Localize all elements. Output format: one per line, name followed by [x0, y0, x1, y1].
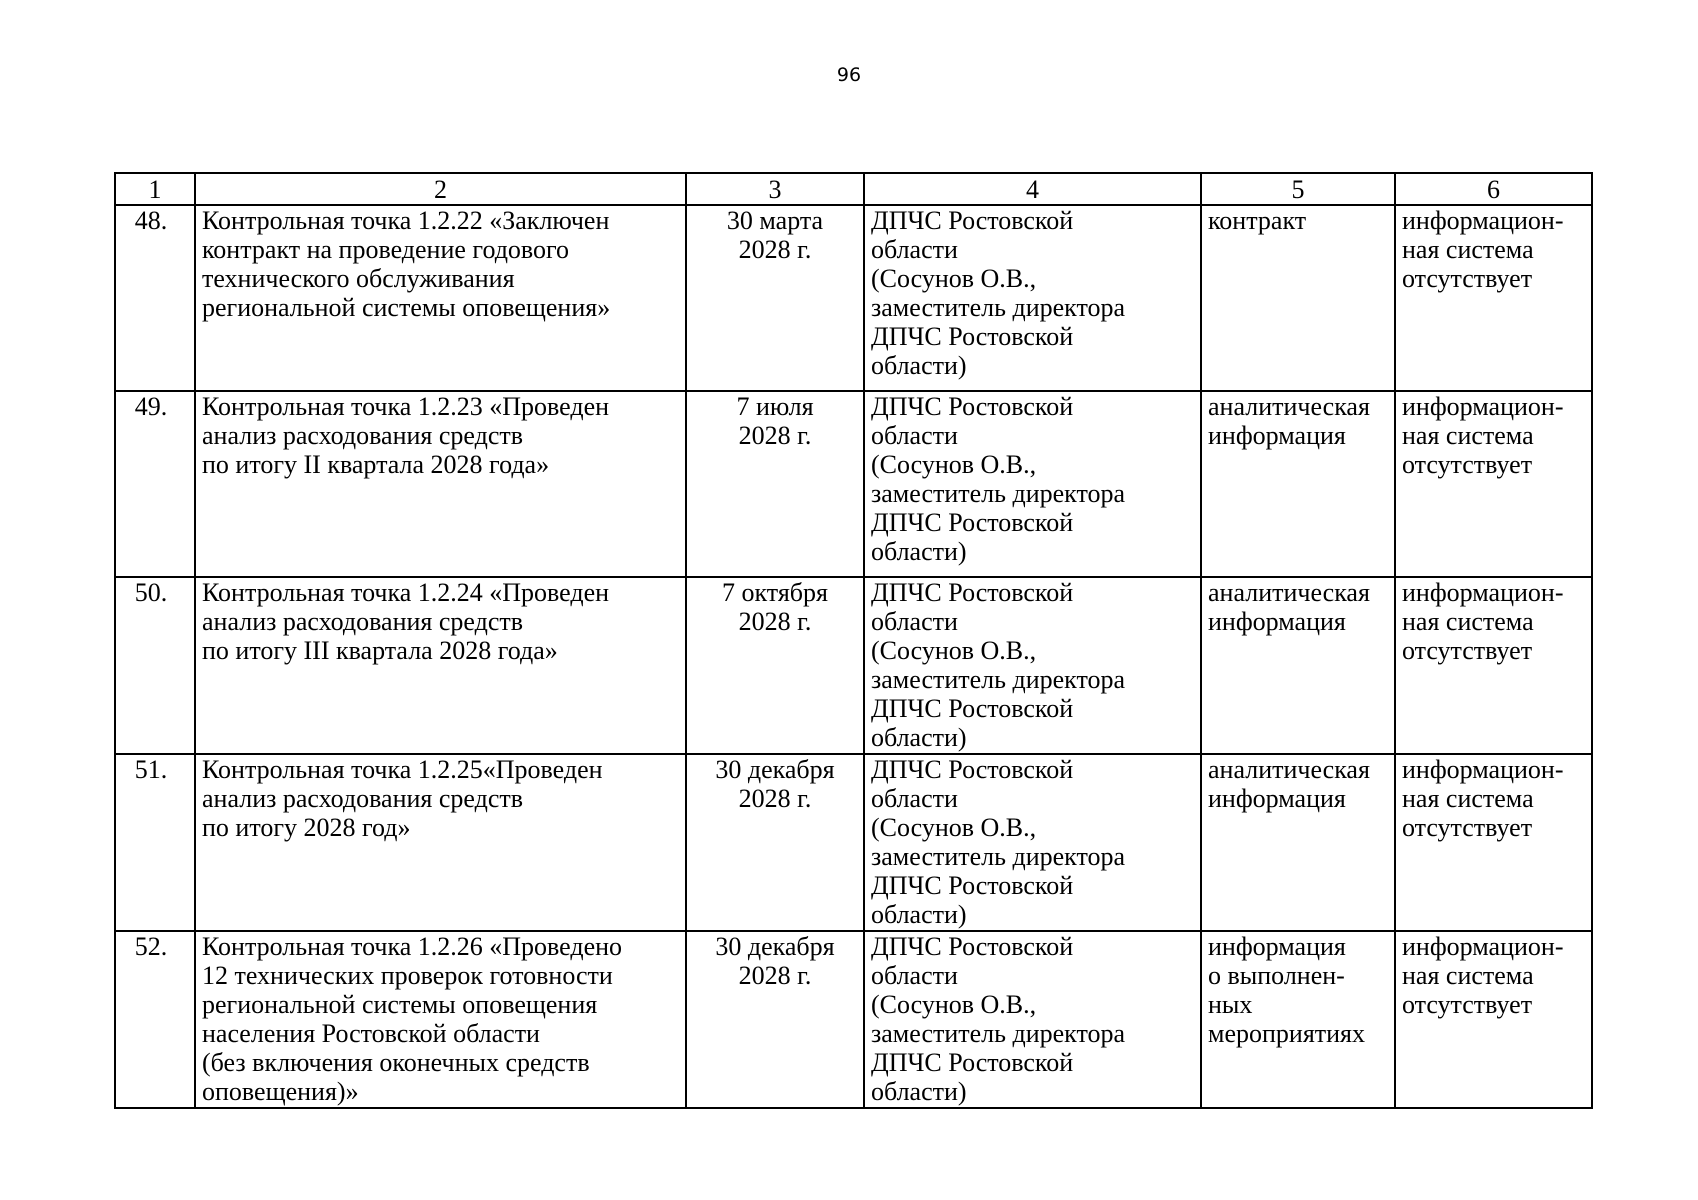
column-header: 5: [1201, 173, 1395, 205]
information-system: информацион- ная система отсутствует: [1395, 577, 1592, 754]
control-point-title: Контрольная точка 1.2.25«Проведен анализ расходования средств по итогу 2028 год»: [195, 754, 686, 931]
document-type: аналитическая информация: [1201, 577, 1395, 754]
column-header: 6: [1395, 173, 1592, 205]
column-header: 4: [864, 173, 1201, 205]
due-date: 30 декабря 2028 г.: [686, 931, 864, 1108]
information-system: информацион- ная система отсутствует: [1395, 205, 1592, 391]
row-number: 49.: [115, 391, 195, 577]
control-point-title: Контрольная точка 1.2.22 «Заключен контракт на проведение годового технического обслуживания региональной системы оповещения»: [195, 205, 686, 391]
information-system: информацион- ная система отсутствует: [1395, 754, 1592, 931]
document-type: аналитическая информация: [1201, 391, 1395, 577]
due-date: 7 июля 2028 г.: [686, 391, 864, 577]
control-points-table: [114, 172, 1593, 1109]
information-system: информацион- ная система отсутствует: [1395, 391, 1592, 577]
table-row: [115, 754, 1592, 931]
row-number: 50.: [115, 577, 195, 754]
document-type: информация о выполнен- ных мероприятиях: [1201, 931, 1395, 1108]
control-point-title: Контрольная точка 1.2.24 «Проведен анализ расходования средств по итогу III квартала 2028 года»: [195, 577, 686, 754]
responsible-executor: ДПЧС Ростовской области (Сосунов О.В., заместитель директора ДПЧС Ростовской области): [864, 931, 1201, 1108]
row-number: 51.: [115, 754, 195, 931]
page-number: 96: [836, 64, 862, 86]
column-header: 1: [115, 173, 195, 205]
document-type: контракт: [1201, 205, 1395, 391]
responsible-executor: ДПЧС Ростовской области (Сосунов О.В., заместитель директора ДПЧС Ростовской области): [864, 391, 1201, 577]
information-system: информацион- ная система отсутствует: [1395, 931, 1592, 1108]
responsible-executor: ДПЧС Ростовской области (Сосунов О.В., заместитель директора ДПЧС Ростовской области): [864, 754, 1201, 931]
row-number: 52.: [115, 931, 195, 1108]
column-header: 2: [195, 173, 686, 205]
due-date: 30 декабря 2028 г.: [686, 754, 864, 931]
table-row: [115, 931, 1592, 1108]
due-date: 30 марта 2028 г.: [686, 205, 864, 391]
table-row: [115, 577, 1592, 754]
responsible-executor: ДПЧС Ростовской области (Сосунов О.В., заместитель директора ДПЧС Ростовской области): [864, 205, 1201, 391]
table-header-row: [115, 173, 1592, 205]
responsible-executor: ДПЧС Ростовской области (Сосунов О.В., заместитель директора ДПЧС Ростовской области): [864, 577, 1201, 754]
document-type: аналитическая информация: [1201, 754, 1395, 931]
due-date: 7 октября 2028 г.: [686, 577, 864, 754]
row-number: 48.: [115, 205, 195, 391]
table-row: [115, 391, 1592, 577]
table-row: [115, 205, 1592, 391]
control-point-title: Контрольная точка 1.2.26 «Проведено 12 технических проверок готовности региональной системы оповещения населения Ростовской области (без включения оконечных средств оповещения)»: [195, 931, 686, 1108]
column-header: 3: [686, 173, 864, 205]
control-point-title: Контрольная точка 1.2.23 «Проведен анализ расходования средств по итогу II квартала 2028 года»: [195, 391, 686, 577]
